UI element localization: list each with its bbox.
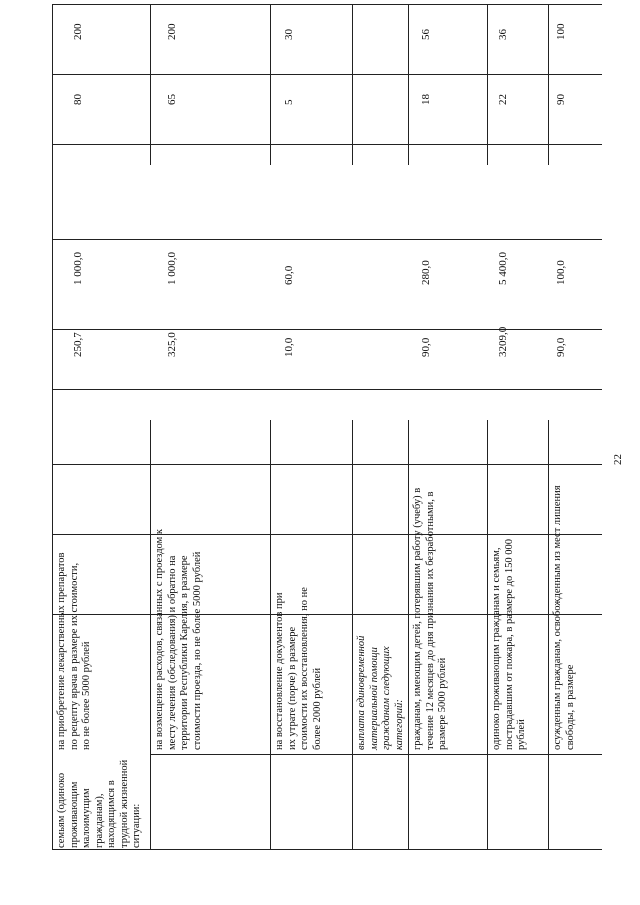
table-cell-count: 100 bbox=[555, 23, 567, 40]
table-cell-count: 80 bbox=[72, 94, 84, 105]
table-cell-count: 36 bbox=[497, 29, 509, 40]
table-cell-value: 5 400,0 bbox=[497, 252, 509, 285]
row-description: одиноко проживающим гражданам и семьям, пострадавшим от пожара, в размере до 150 000 рублей bbox=[491, 538, 527, 750]
table-top-border bbox=[52, 5, 53, 850]
table-cell-value: 1 000,0 bbox=[166, 252, 178, 285]
row-description: на возмещение расходов, связанных с проездом к месту лечения (обследования) и обратно на территории Республики Карелия, в размере стоимости проезда, но не более 5000 рублей bbox=[154, 529, 203, 750]
category-label: семьям (одиноко проживающим малоимущим гражданам), находящимся в трудной жизненной ситуации: bbox=[56, 759, 142, 848]
table-cell-value: 10,0 bbox=[283, 337, 295, 357]
row-separator bbox=[352, 5, 353, 165]
row-separator bbox=[487, 5, 488, 165]
col-separator bbox=[52, 464, 602, 465]
table-right-border bbox=[52, 4, 602, 5]
table-cell-count: 30 bbox=[283, 29, 295, 40]
col-separator bbox=[52, 389, 602, 390]
table-cell-value: 3209,0 bbox=[497, 326, 509, 357]
row-separator bbox=[150, 420, 151, 850]
table-cell-count: 200 bbox=[72, 23, 84, 40]
row-separator bbox=[150, 5, 151, 165]
row-description: осужденным гражданам, освобожденным из мест лишения свободы, в размере bbox=[552, 485, 576, 750]
table-cell-count: 22 bbox=[497, 94, 509, 105]
table-cell-count: 90 bbox=[555, 94, 567, 105]
table-cell-count: 5 bbox=[283, 99, 295, 105]
table-cell-count: 200 bbox=[166, 23, 178, 40]
col-separator bbox=[52, 849, 602, 850]
col-separator bbox=[52, 329, 602, 330]
table-cell-value: 1 000,0 bbox=[72, 252, 84, 285]
col-separator bbox=[150, 754, 602, 755]
row-separator bbox=[408, 5, 409, 165]
row-separator bbox=[352, 420, 353, 850]
table-cell-value: 60,0 bbox=[283, 265, 295, 285]
table-cell-value: 280,0 bbox=[420, 260, 432, 285]
table-cell-value: 90,0 bbox=[420, 337, 432, 357]
row-separator bbox=[487, 420, 488, 850]
row-separator bbox=[408, 420, 409, 850]
row-description: на восстановление документов при их утрате (порче) в размере стоимости их восстановления, но не более 2000 рублей bbox=[274, 587, 323, 750]
col-separator bbox=[52, 74, 602, 75]
table-cell-value: 250,7 bbox=[72, 332, 84, 357]
row-separator bbox=[548, 420, 549, 850]
row-description: гражданам, имеющим детей, потерявшим работу (учебу) в течение 12 месяцев до дня признания их безработными, в размере 5000 рублей bbox=[412, 487, 448, 750]
table-cell-value: 100,0 bbox=[555, 260, 567, 285]
page-number: 22 bbox=[612, 454, 624, 465]
col-separator bbox=[52, 239, 602, 240]
col-separator bbox=[52, 144, 602, 145]
table-cell-value: 325,0 bbox=[166, 332, 178, 357]
table-cell-count: 56 bbox=[420, 29, 432, 40]
table-cell-count: 65 bbox=[166, 94, 178, 105]
row-separator bbox=[270, 5, 271, 165]
row-separator bbox=[270, 420, 271, 850]
row-separator bbox=[548, 5, 549, 165]
row-description: на приобретение лекарственных препаратов по рецепту врача в размере их стоимости, но не более 5000 рублей bbox=[56, 552, 92, 750]
table-cell-count: 18 bbox=[420, 94, 432, 105]
table-cell-value: 90,0 bbox=[555, 337, 567, 357]
row-description: выплата единовременной материальной помощи гражданам следующих категорий: bbox=[356, 635, 405, 750]
